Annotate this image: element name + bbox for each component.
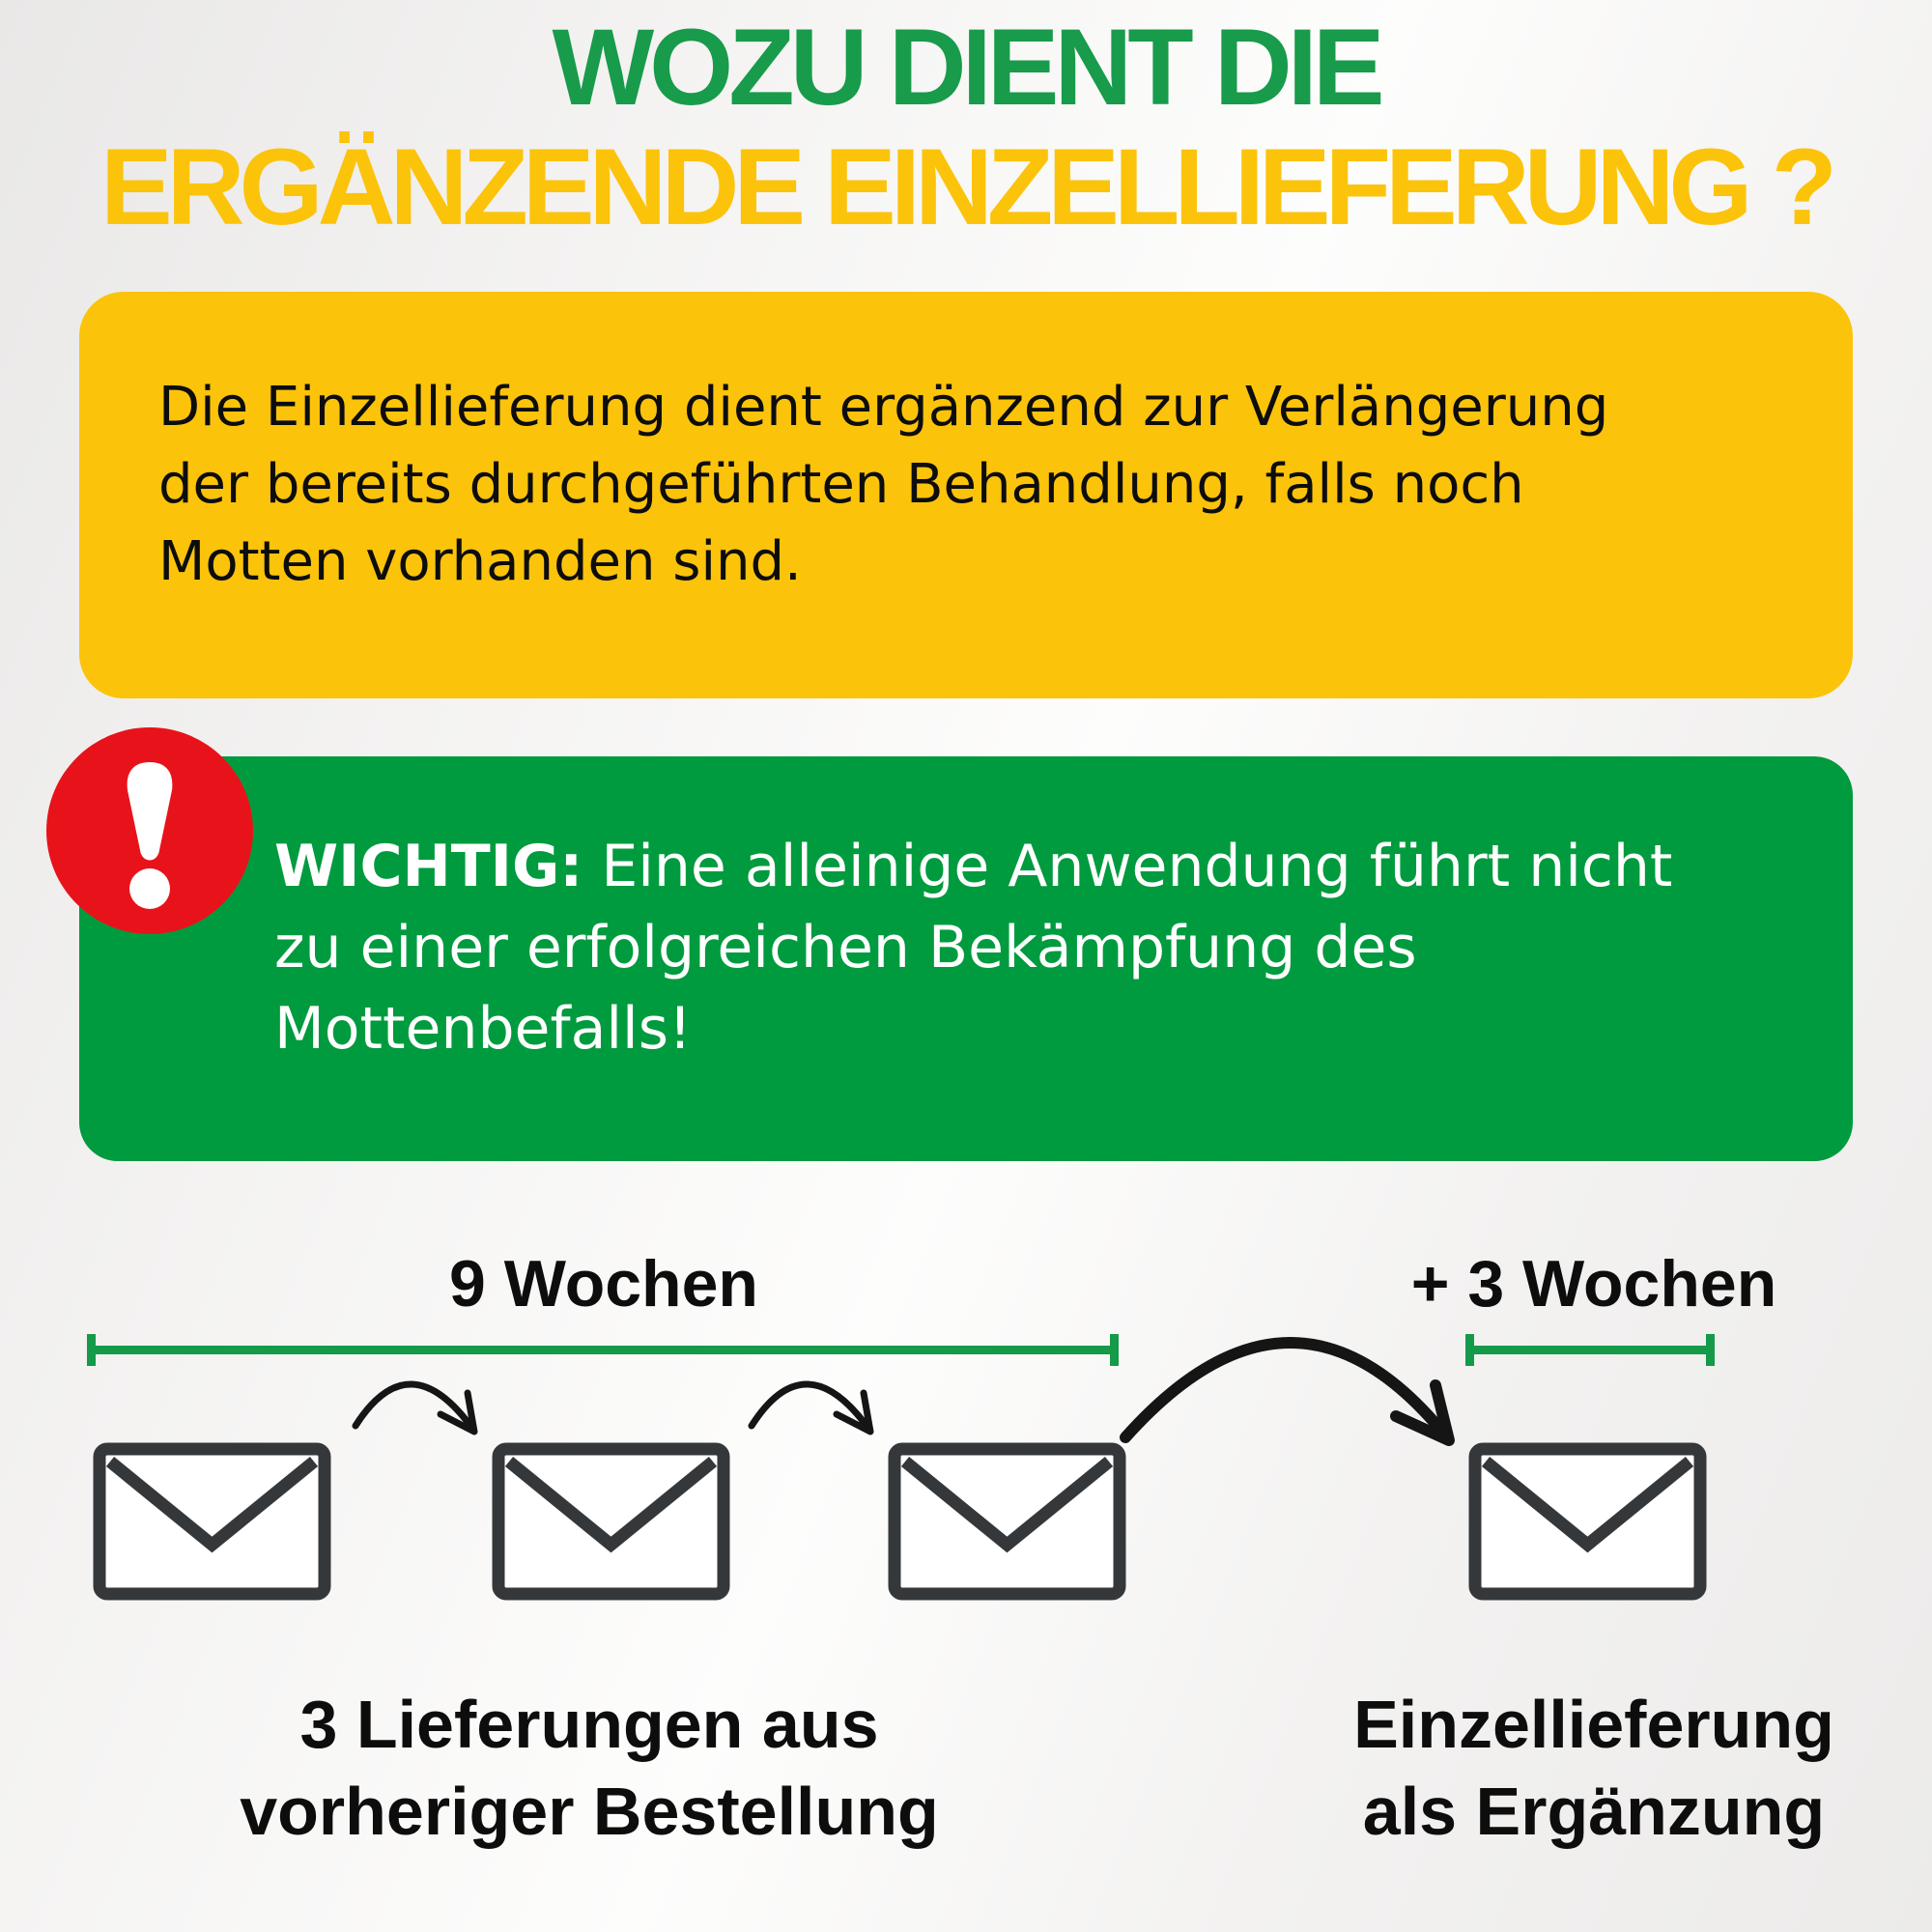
info-text xyxy=(158,369,1804,601)
envelope-icon xyxy=(1468,1442,1707,1601)
alert-badge xyxy=(46,727,253,934)
info-text-line: Motten vorhanden sind. xyxy=(158,530,802,593)
caption-line: 3 Lieferungen aus xyxy=(299,1687,879,1762)
title-line-1: WOZU DIENT DIE xyxy=(552,7,1380,128)
caption-line: als Ergänzung xyxy=(1362,1774,1826,1849)
info-box xyxy=(79,292,1853,698)
envelope-icon xyxy=(93,1442,331,1601)
exclamation-icon xyxy=(46,727,253,934)
duration-label-9-weeks: 9 Wochen xyxy=(449,1247,758,1321)
warning-box xyxy=(79,756,1853,1161)
duration-label-plus-3-weeks: + 3 Wochen xyxy=(1410,1247,1777,1321)
title-line-2: ERGÄNZENDE EINZELLIEFERUNG ? xyxy=(99,127,1833,247)
info-text-line: Die Einzellieferung dient ergänzend zur Verlängerung xyxy=(158,376,1609,439)
caption-line: vorheriger Bestellung xyxy=(240,1774,939,1849)
caption-line: Einzellieferung xyxy=(1353,1687,1834,1762)
warning-text-line: zu einer erfolgreichen Bekämpfung des xyxy=(274,914,1417,981)
curved-arrow-icon xyxy=(355,1384,474,1432)
warning-text xyxy=(274,826,1814,1069)
caption-single-delivery xyxy=(1246,1681,1932,1855)
curved-arrow-icon xyxy=(1125,1343,1449,1440)
warning-text-line: WICHTIG: Eine alleinige Anwendung führt nicht xyxy=(274,833,1673,900)
envelope-icon xyxy=(492,1442,730,1601)
info-text-line: der bereits durchgeführten Behandlung, falls noch xyxy=(158,453,1524,516)
warning-text-line: Mottenbefalls! xyxy=(274,995,693,1063)
caption-previous-deliveries xyxy=(92,1681,1087,1855)
curved-arrow-icon xyxy=(752,1384,870,1432)
envelope-icon xyxy=(888,1442,1126,1601)
page-title xyxy=(0,7,1932,247)
arrows-layer xyxy=(0,1227,1932,1478)
warning-label: WICHTIG: xyxy=(274,833,583,900)
